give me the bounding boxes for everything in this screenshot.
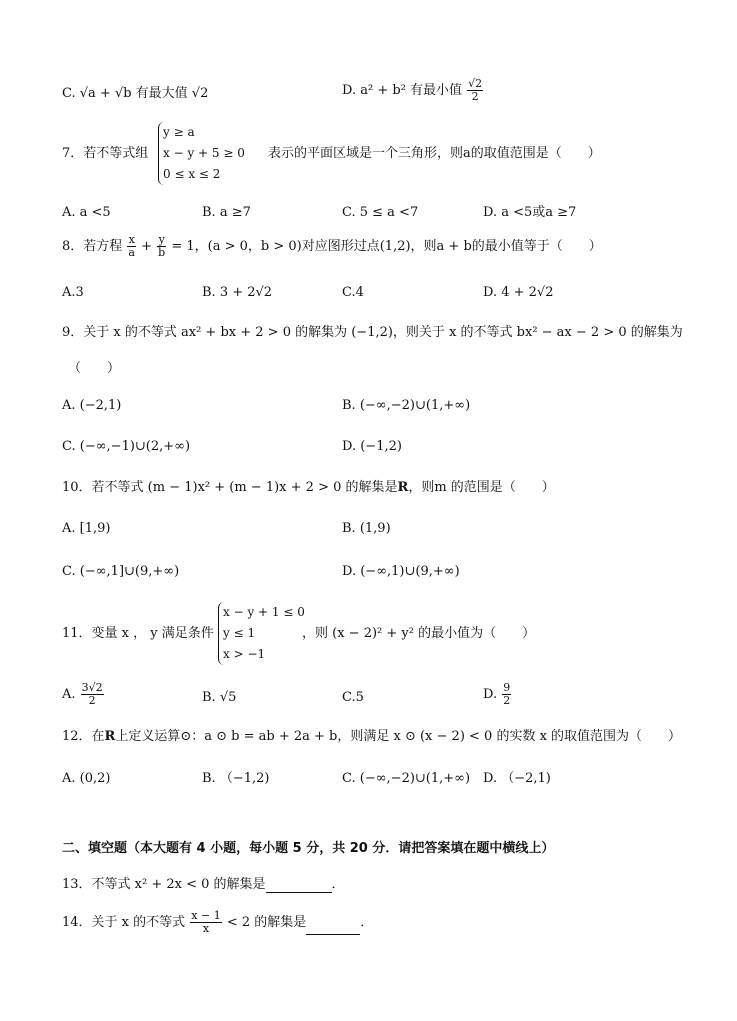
q14-stem-prefix: 14．关于 x 的不等式 <box>62 915 186 930</box>
q12-real-set-symbol: R <box>104 729 116 744</box>
fraction-denominator: x <box>202 922 210 935</box>
q10-option-d: D. (−∞,1)∪(9,+∞) <box>342 564 460 579</box>
q11-option-a-fraction <box>81 682 104 707</box>
q6-option-d <box>342 78 484 103</box>
q13-end: ． <box>331 877 345 892</box>
q6-option-d-text: D. a² + b² 有最小值 <box>342 83 463 98</box>
q12-option-d: D. （−2,1) <box>483 771 551 786</box>
q11-option-b: B. √5 <box>202 690 237 705</box>
q8-stem <box>62 234 602 259</box>
q12-stem-suffix: 上定义运算⊙：a ⊙ b = ab + 2a + b，则满足 x ⊙ (x − 2) < 0 的实数 x 的取值范围为（ ） <box>115 729 682 744</box>
q7-stem-prefix: 7．若不等式组 <box>62 146 149 161</box>
q8-option-d: D. 4 + 2√2 <box>483 285 554 300</box>
q10-stem-suffix: ，则m 的范围是（ ） <box>408 480 555 495</box>
section-heading-fill-in: 二、填空题（本大题有 4 小题，每小题 5 分，共 20 分．请把答案填在题中横线上） <box>62 841 555 856</box>
q9-option-d: D. (−1,2) <box>342 439 402 454</box>
q7-stem-suffix: 表示的平面区域是一个三角形，则a的取值范围是（ ） <box>268 146 601 161</box>
system-line: x − y + 1 ≤ 0 <box>223 605 305 619</box>
q14-end: ． <box>360 915 374 930</box>
q10-stem <box>62 480 555 496</box>
q8-plus: + <box>141 239 153 254</box>
system-line: x > −1 <box>223 647 266 661</box>
q8-stem-prefix: 8．若方程 <box>62 239 123 254</box>
q7-inequality-system <box>158 122 245 185</box>
q8-fraction-x-a <box>127 234 136 259</box>
fraction-numerator: x − 1 <box>191 909 221 922</box>
q12-option-b: B. （−1,2) <box>202 771 270 786</box>
system-line: y ≥ a <box>163 125 195 139</box>
q14-answer-blank[interactable] <box>306 920 360 935</box>
q10-option-b: B. (1,9) <box>342 521 391 536</box>
q14-stem <box>62 910 373 935</box>
q11-option-d-fraction <box>502 682 511 707</box>
fraction-denominator: 2 <box>88 694 96 707</box>
system-line: y ≤ 1 <box>223 626 256 640</box>
fraction-denominator: 2 <box>471 90 479 103</box>
q11-option-c: C.5 <box>342 690 364 705</box>
fraction-numerator: √2 <box>468 77 483 90</box>
fraction-denominator: b <box>158 246 166 259</box>
fraction-numerator: 9 <box>503 681 511 694</box>
q12-stem <box>62 729 681 745</box>
q13-answer-blank[interactable] <box>266 878 332 893</box>
q14-stem-suffix: < 2 的解集是 <box>226 915 307 930</box>
q7-option-b: B. a ≥7 <box>202 205 251 220</box>
q6-option-c: C. √a + √b 有最大值 √2 <box>62 86 209 101</box>
fraction-denominator: 2 <box>503 694 511 707</box>
q13-stem <box>62 877 345 893</box>
q11-option-a <box>62 682 105 707</box>
q11-stem-suffix: ，则 (x − 2)² + y² 的最小值为（ ） <box>302 626 536 641</box>
q10-real-set-symbol: R <box>397 480 409 495</box>
q10-stem-prefix: 10．若不等式 (m − 1)x² + (m − 1)x + 2 > 0 的解集是 <box>62 480 398 495</box>
q8-option-b: B. 3 + 2√2 <box>202 285 273 300</box>
q11-option-d <box>483 682 512 707</box>
q11-constraint-system <box>218 602 305 665</box>
q8-option-c: C.4 <box>342 285 364 300</box>
q14-fraction <box>190 910 221 935</box>
q12-option-a: A. (0,2) <box>62 771 111 786</box>
q10-option-a: A. [1,9) <box>62 521 111 536</box>
q9-stem: 9．关于 x 的不等式 ax² + bx + 2 > 0 的解集为 (−1,2)，则关于 x 的不等式 bx² − ax − 2 > 0 的解集为 <box>62 325 683 340</box>
option-label: A. <box>62 687 76 702</box>
fraction-numerator: x <box>128 233 135 246</box>
fraction-denominator: a <box>128 246 135 259</box>
system-line: 0 ≤ x ≤ 2 <box>163 167 221 181</box>
fraction-numerator: y <box>158 233 165 246</box>
q9-option-b: B. (−∞,−2)∪(1,+∞) <box>342 398 471 413</box>
q9-answer-paren: （ ） <box>68 361 121 376</box>
q7-option-d: D. a <5或a ≥7 <box>483 205 577 220</box>
q9-option-c: C. (−∞,−1)∪(2,+∞) <box>62 439 191 454</box>
system-line: x − y + 5 ≥ 0 <box>163 146 245 160</box>
q7-option-a: A. a <5 <box>62 205 111 220</box>
q10-option-c: C. (−∞,1]∪(9,+∞) <box>62 564 180 579</box>
q7-option-c: C. 5 ≤ a <7 <box>342 205 419 220</box>
q8-fraction-y-b <box>157 234 166 259</box>
fraction-numerator: 3√2 <box>81 681 103 694</box>
q11-stem-prefix: 11．变量 x ， y 满足条件 <box>62 626 214 641</box>
q12-stem-prefix: 12．在 <box>62 729 105 744</box>
q6-option-d-fraction <box>467 78 483 103</box>
q9-option-a: A. (−2,1) <box>62 398 122 413</box>
q12-option-c: C. (−∞,−2)∪(1,+∞) <box>342 771 471 786</box>
q8-option-a: A.3 <box>62 285 84 300</box>
option-label: D. <box>483 687 498 702</box>
q8-stem-suffix: = 1，(a > 0，b > 0)对应图形过点(1,2)，则a + b的最小值等于（ ） <box>171 239 602 254</box>
q13-stem-text: 13．不等式 x² + 2x < 0 的解集是 <box>62 877 266 892</box>
